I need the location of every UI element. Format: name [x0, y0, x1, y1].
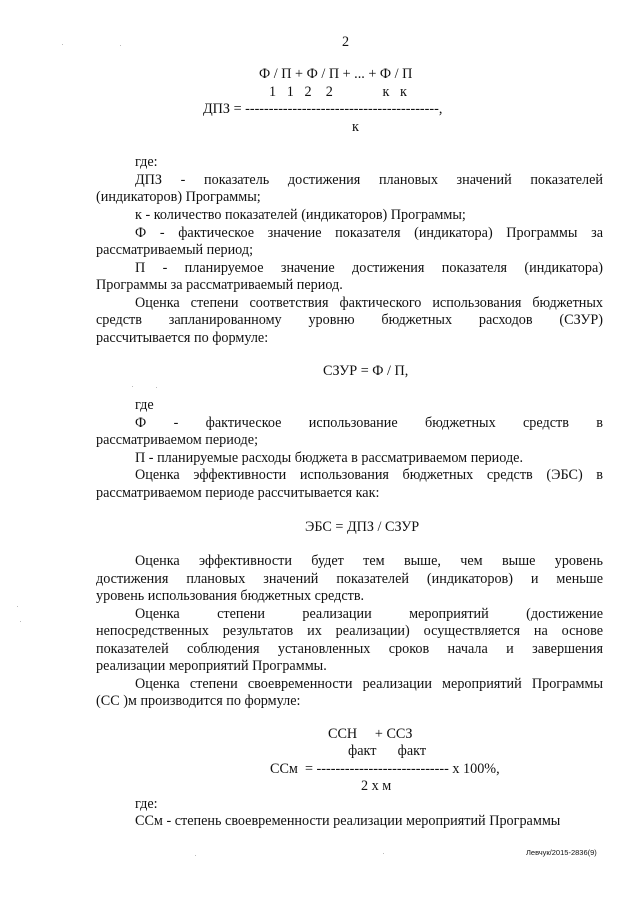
scan-speck — [132, 386, 133, 387]
where-label-1: где: — [135, 154, 158, 170]
measures-line4: реализации мероприятий Программы. — [96, 658, 327, 674]
timeliness-intro-line1: Оценка степени своевременности реализации мероприятий Программы — [135, 676, 603, 692]
formula-ssm-denominator: 2 х м — [361, 778, 392, 794]
scan-speck — [156, 387, 157, 388]
def-dpz-line2: (индикаторов) Программы; — [96, 189, 261, 205]
where-label-3: где: — [135, 796, 158, 812]
scan-speck — [195, 855, 196, 856]
def-f-line2: рассматриваемый период; — [96, 242, 254, 258]
formula-dpz-denominator: к — [352, 119, 359, 135]
def3-ssm-line: ССм - степень своевременности реализации мероприятий Программы — [135, 813, 561, 829]
def-dpz-line1: ДПЗ - показатель достижения плановых значений показателей — [135, 172, 603, 188]
formula-dpz-subscripts: 1 1 2 2 к к — [269, 84, 407, 100]
formula-ssm-subscripts: факт факт — [348, 743, 427, 759]
def-k-line: к - количество показателей (индикаторов) Программы; — [135, 207, 466, 223]
szur-intro-line2: средств запланированному уровню бюджетных расходов (СЗУР) — [96, 312, 603, 328]
page-number: 2 — [342, 34, 350, 50]
where-label-2: где — [135, 397, 154, 413]
measures-line1: Оценка степени реализации мероприятий (достижение — [135, 606, 603, 622]
formula-dpz-lhs: ДПЗ = -----------------------------------------, — [203, 101, 443, 117]
formula-ssm-lhs: ССм = ---------------------------- х 100%, — [270, 761, 500, 777]
scan-speck — [62, 44, 63, 45]
def2-f-line2: рассматриваемом периоде; — [96, 432, 259, 448]
def-f-line1: Ф - фактическое значение показателя (индикатора) Программы за — [135, 225, 603, 241]
timeliness-intro-line2: (СС )м производится по формуле: — [96, 693, 301, 709]
scan-speck — [120, 45, 121, 46]
formula-szur: СЗУР = Ф / П, — [323, 363, 409, 379]
szur-intro-line1: Оценка степени соответствия фактического использования бюджетных — [135, 295, 603, 311]
formula-ssm-numerator: ССН + ССЗ — [328, 726, 413, 742]
footer-document-code: Левчук/2015-2836(9) — [526, 848, 597, 857]
measures-line3: показателей соблюдения установленных сроков начала и завершения — [96, 641, 603, 657]
def-p-line2: Программы за рассматриваемый период. — [96, 277, 343, 293]
def2-p-line: П - планируемые расходы бюджета в рассматриваемом периоде. — [135, 450, 524, 466]
def2-f-line1: Ф - фактическое использование бюджетных средств в — [135, 415, 603, 431]
ebs-intro-line2: рассматриваемом периоде рассчитывается как: — [96, 485, 380, 501]
szur-intro-line3: рассчитывается по формуле: — [96, 330, 269, 346]
formula-dpz-numerator: Ф / П + Ф / П + ... + Ф / П — [259, 66, 413, 82]
efficiency-line2: достижения плановых значений показателей (индикаторов) и меньше — [96, 571, 603, 587]
scan-speck — [20, 621, 21, 622]
efficiency-line3: уровень использования бюджетных средств. — [96, 588, 365, 604]
scan-speck — [383, 853, 384, 854]
scan-speck — [17, 606, 18, 607]
def-p-line1: П - планируемое значение достижения показателя (индикатора) — [135, 260, 603, 276]
efficiency-line1: Оценка эффективности будет тем выше, чем выше уровень — [135, 553, 603, 569]
ebs-intro-line1: Оценка эффективности использования бюджетных средств (ЭБС) в — [135, 467, 603, 483]
formula-ebs: ЭБС = ДПЗ / СЗУР — [305, 519, 420, 535]
measures-line2: непосредственных результатов их реализации) осуществляется на основе — [96, 623, 603, 639]
